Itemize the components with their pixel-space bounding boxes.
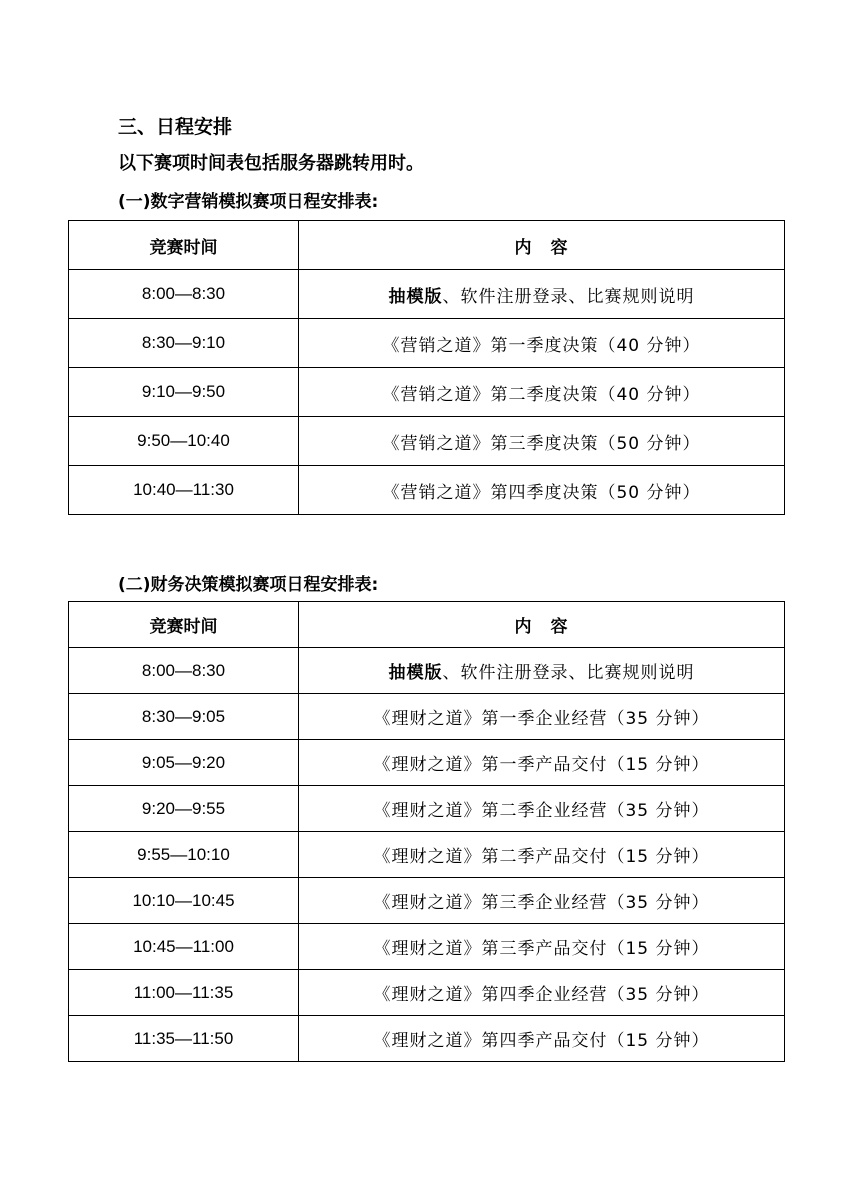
table-header-row	[69, 221, 785, 270]
content-cell: 《理财之道》第二季产品交付（15 分钟）	[299, 832, 785, 878]
content-cell: 《营销之道》第一季度决策（40 分钟）	[299, 319, 785, 368]
table-row	[69, 1016, 785, 1062]
header-time: 竞赛时间	[69, 602, 299, 648]
table-row	[69, 466, 785, 515]
content-cell: 《理财之道》第三季产品交付（15 分钟）	[299, 924, 785, 970]
time-cell: 9:55—10:10	[69, 832, 299, 878]
content-cell: 《理财之道》第二季企业经营（35 分钟）	[299, 786, 785, 832]
table-row	[69, 924, 785, 970]
content-cell: 《理财之道》第四季企业经营（35 分钟）	[299, 970, 785, 1016]
content-bold: 抽模版	[388, 663, 443, 683]
header-content: 内 容	[299, 221, 785, 270]
time-cell: 8:30—9:05	[69, 694, 299, 740]
table-row	[69, 832, 785, 878]
content-cell: 《营销之道》第二季度决策（40 分钟）	[299, 368, 785, 417]
content-cell: 《理财之道》第一季产品交付（15 分钟）	[299, 740, 785, 786]
time-cell: 9:10—9:50	[69, 368, 299, 417]
header-time: 竞赛时间	[69, 221, 299, 270]
table-row	[69, 319, 785, 368]
content-cell	[299, 270, 785, 319]
table-row	[69, 368, 785, 417]
table-row	[69, 740, 785, 786]
time-cell: 9:50—10:40	[69, 417, 299, 466]
time-cell: 8:30—9:10	[69, 319, 299, 368]
time-cell: 10:40—11:30	[69, 466, 299, 515]
header-content: 内 容	[299, 602, 785, 648]
content-cell: 《营销之道》第三季度决策（50 分钟）	[299, 417, 785, 466]
table-row	[69, 786, 785, 832]
finance-schedule-title: (二)财务决策模拟赛项日程安排表:	[118, 575, 379, 595]
table-row	[69, 878, 785, 924]
time-cell: 8:00—8:30	[69, 270, 299, 319]
content-cell	[299, 648, 785, 694]
time-cell: 10:45—11:00	[69, 924, 299, 970]
content-cell: 《营销之道》第四季度决策（50 分钟）	[299, 466, 785, 515]
time-cell: 11:35—11:50	[69, 1016, 299, 1062]
marketing-schedule-title: (一)数字营销模拟赛项日程安排表:	[118, 192, 379, 212]
section-heading: 三、日程安排	[118, 116, 233, 138]
content-bold: 抽模版	[388, 286, 443, 307]
time-cell: 8:00—8:30	[69, 648, 299, 694]
table-header-row	[69, 602, 785, 648]
table-row	[69, 694, 785, 740]
intro-text: 以下赛项时间表包括服务器跳转用时。	[118, 153, 424, 174]
table-row	[69, 270, 785, 319]
time-cell: 11:00—11:35	[69, 970, 299, 1016]
content-cell: 《理财之道》第三季企业经营（35 分钟）	[299, 878, 785, 924]
content-text: 、软件注册登录、比赛规则说明	[442, 286, 695, 307]
content-text: 、软件注册登录、比赛规则说明	[442, 663, 695, 683]
table-row	[69, 417, 785, 466]
table-row	[69, 970, 785, 1016]
time-cell: 10:10—10:45	[69, 878, 299, 924]
content-cell: 《理财之道》第四季产品交付（15 分钟）	[299, 1016, 785, 1062]
table-row	[69, 648, 785, 694]
time-cell: 9:05—9:20	[69, 740, 299, 786]
finance-schedule-table	[68, 601, 785, 1062]
marketing-schedule-table	[68, 220, 785, 515]
content-cell: 《理财之道》第一季企业经营（35 分钟）	[299, 694, 785, 740]
time-cell: 9:20—9:55	[69, 786, 299, 832]
